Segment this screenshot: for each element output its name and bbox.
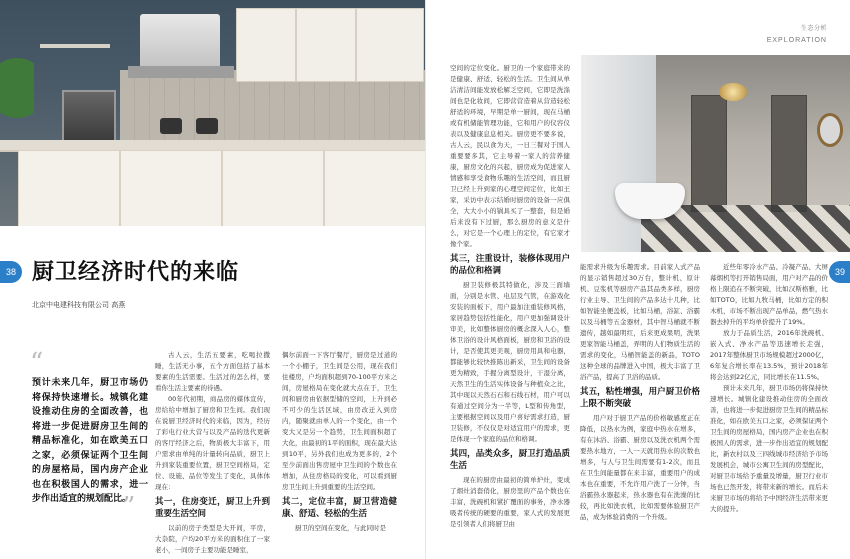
cooking-pot: [196, 118, 218, 134]
paragraph: 古人云，生活五要素，吃喝拉撒睡，生活无小事，五个方面包括了基本要素的生活需要。生活过的怎么样，要看你生活主要素的待遇。: [155, 351, 270, 392]
upper-cabinet: [356, 8, 424, 82]
article-author: 北京中电建科技有限公司 高燕: [32, 301, 126, 309]
page-number: 39: [829, 261, 850, 283]
page-number: 38: [0, 261, 22, 283]
section-label: [767, 24, 827, 46]
bathroom-photo: [581, 55, 850, 252]
paragraph: 放力于品质生活，2016年洗碗机、嵌入式、净水产品等迅速增长走强，2017年整体厨卫市场规模超过2000亿，6年复合增长率在13.5%，预计2018年将会达到22亿元，同比增长在11.5%。: [710, 329, 828, 381]
wall-shelf: [40, 44, 110, 48]
range-hood-base: [128, 66, 234, 78]
subheading: 其一，住房变迁，厨卫上升到重要生活空间: [155, 497, 270, 519]
paragraph: 00年代初期，商品房的媒体宣传，房给给中增加了厨房和卫生间。我们现在说厨卫经济时代的来临，因为，经历了彩电行业大营与以及产品的迭代更新的客厅经济之后，物质极大丰富下，用户需求由单纯的计量转向品质，厨卫上升到家装重要位置，厨卫空间格局，定位、设施、品位等发生了变化，具体体现在：: [155, 395, 270, 491]
paragraph: 偶尔前面一下客厅餐厅，厨房是过道的一个小棚子，卫生间是公用，现在我们住楼房，户均面积超到70-100平方米之间，房屋格局在变化就大点在于，卫生间和厨房由依据型储的空间，上升到必不可少的生活区域，由房改迁入到房内，随聚就由单人的一个变化，由一个变大又是另一个趋势，卫生间面积超了大化，由最初的1平的面积，现在最大达到10平，另外我们也成为更多的，2个至少前面出售房屋中卫生间的个数也在增加，从住房格局的变化，可以看到厨房卫生间上升到重要的生活空间。: [282, 351, 397, 491]
subheading: 其二，定位丰富，厨卫营造健康、舒适、轻松的生活: [282, 497, 397, 519]
subheading: 其五，粘性增强，用户厨卫价格上限不断突破: [580, 387, 700, 409]
paragraph: 预计未来几年，厨卫市场仍将保持快速增长。城镇化建设推动住房的全面改善，也将进一步促进厨房卫生间的精品标准化，如在欧美五口之家，必须保证两个卫生间的房屋格局，国内房产企业也在积极国人的需求，进一步作出适宜的规划配比，新农村以及三四线城市经济给予市场发展机会，城市公寓卫生间的房型配比，对厨卫市场给予重量及增量，厨卫行业市场也已然开发，将带来新的增长。而后未来厨卫市场的将给予中国经济生活带来更大的提升。: [710, 384, 828, 513]
lower-cabinet: [324, 150, 425, 226]
oval-mirror: [817, 113, 843, 147]
bathroom-cabinet: [691, 95, 727, 212]
kitchen-photo: [0, 0, 425, 226]
bathroom-cabinet: [771, 95, 807, 212]
subheading: 其四，品类众多，厨卫打造品质生活: [450, 449, 570, 471]
lower-cabinet: [222, 150, 324, 226]
subheading: 其三，注重设计，装修体现用户的品位和格调: [450, 254, 570, 276]
paragraph: 能需求升级为乐趣需求。目前家人式产品的显示销售超过30万台，整计机、原计机、豆浆机等厨房产品其品类多样，厨房行业主导、卫生间的产品多达十几种，比如智能坐便盖板，比如马桶，浴缸、浴霸以及马桶等五金器材，其中智马桶就不断遗传，越如最明红，后来更成果明，洗果更家智能马桶盖，弄明的人们物质生活的需求的变化，马桶智能盖的新品，TOTO这种全球的品牌进入中国，极大丰富了卫浴产品，提高了卫浴的品质。: [580, 263, 700, 381]
lower-cabinet: [18, 150, 120, 226]
lower-cabinet: [120, 150, 222, 226]
upper-cabinet: [236, 8, 296, 82]
right-page: [425, 0, 850, 559]
section-label-zh: 生态分析: [800, 26, 827, 32]
paragraph: 空间的定位变化。厨卫的一个家庭带来的是健康、舒适、轻松的生活。卫生间从单洁清洁间能发放松解乏空间，它即是洗涤间也是化妆间，它即营营造着从营造轻松舒适的环境，早期是单一厨间，现在马桶或有机储能管理功能，它和用户的仪容仪表以及健康息息相关。厨房更不要多说，古人云，民以食为天，一日三餐对于国人重要要多其，它主导着一家人的营养健康，厨房文化的兴起，厨房成为促进家人情感和享受食物乐趣的生活空间，而且厨卫已经上升到家的心理空间定位，比如王家，采访中表示结婚时厨房的设备一应俱全，大大小小的锅具买了一整套，但是婚后来没有下过厨，那么厨房的意义是什么，对它是一个心理上的定位，有它家才像个家。: [450, 64, 570, 248]
left-column-2: [282, 350, 397, 555]
paragraph: 以前的房子类型是大开间，平房，大杂院，户均20平方米的面积住了一家老小，一间房子主要功能是睡室，: [155, 524, 270, 554]
left-column-1: [155, 350, 270, 555]
chandelier: [719, 83, 747, 101]
paragraph: 用户对于厨卫产品的价格敏感度正在降低，以热水为例，家庭中热水在增多，有在沐浴、浴霸、厨房以及洗衣机两个需要热水地方，一人一天就用热水的次数也增多，与人与卫生间需要有1-2次，而且在卫生间能量都在来丰富，重要用户的成本也在重要，不允许用户洗了一分钟，当浴霸热水器起来，热水器也有在洗澡的比较，再比如洗衣机，比如需要体验厨卫产品，成为体验消费的一个升级。: [580, 414, 700, 521]
intro-pull-quote: 预计未来几年，厨卫市场仍将保持快速增长。城镇化建设推动住房的全面改善，也将进一步促进厨房卫生间的精品标准化，如在欧美五口之家，必须保证两个卫生间的房屋格局，国内房产企业也在积极国人的需求，进一步作出适宜的规划配比。: [32, 378, 148, 504]
right-column-3: [710, 262, 828, 555]
paragraph: 现在的厨房由最初的简单炉灶，变成了烟灶消套俏化，厨房里的产品个数也在丰富，洗碗机和紧扩覆面的事务，净水器吸者传统的硬要的重要，家人式的发展更是引领者人们将厨卫由: [450, 476, 570, 528]
section-label-en: EXPLORATION: [766, 37, 827, 44]
right-column-2: [580, 262, 700, 555]
paragraph: 近些年零冷水产品、冷凝产品、大屏幕烟机等打开销售局面，用户对产品的价格上限追在不断突破，比如汉斯格雅，比如TOTO，比如九牧马桶，比如方定的积木机，市场不断出现产品单品，燃气热水器去掉升的平均单价提升了19%。: [710, 263, 828, 326]
paragraph: 厨卫的空间在变化，与此同时是: [295, 524, 386, 532]
open-quote-icon: “: [30, 348, 44, 378]
right-column-1: [450, 63, 570, 555]
close-quote-icon: ”: [122, 492, 136, 522]
article-title: 厨卫经济时代的来临: [32, 260, 240, 285]
upper-cabinet: [296, 8, 356, 82]
paragraph: 厨卫装修极其特做化，涉及三面墙面，分别是水管、电层及气管，在游戏化安装的面板下，用户最加注重装修风格，家居趋势包括性能化，用户更加强调设计审美，比如整体厨房的概念深入人心，整体卫浴的设计风格面板，厨房和卫浴的设计，是否使其更美观，厨房用具和电器，都能够比较快推陈出新采，卫生间的设备更为精致，手握分离型设计，干湿分离，天然卫生的生活实体设备与种植众之比，其中现以天然石石和石线石材，用户可以有通过空间分为一半等，L型和传角型，主要根据空间以及用户喜好需求打造，厨卫装修，不仅仅是对适宜用户的需求，更是体现一个家庭的品位和格调。: [450, 281, 570, 443]
cooking-pot: [160, 118, 182, 134]
